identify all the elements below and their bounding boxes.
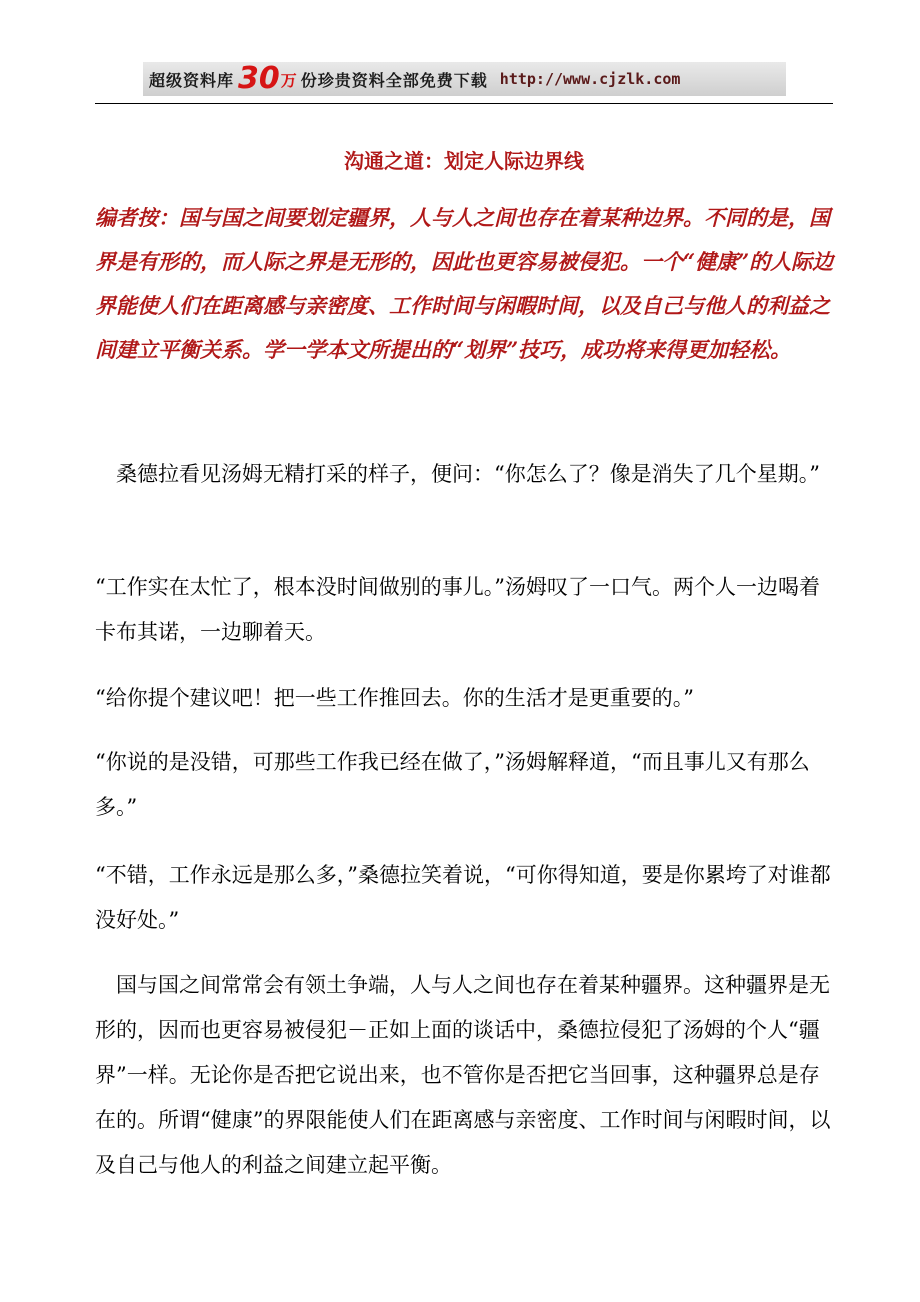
header-divider xyxy=(95,103,833,104)
paragraph-1: 桑德拉看见汤姆无精打采的样子，便问：“你怎么了？像是消失了几个星期。” xyxy=(116,462,820,486)
banner-text-download: 份珍贵资料全部免费下载 xyxy=(300,70,488,90)
paragraph-6: 国与国之间常常会有领土争端，人与人之间也存在着某种疆界。这种疆界是无形的，因而也更容易被侵犯－正如上面的谈话中，桑德拉侵犯了汤姆的个人“疆界”一样。无论你是否把它说出来，也不管你是否把它当回事，这种疆界总是存在的。所谓“健康”的界限能使人们在距离感与亲密度、工作时间与闲暇时间，以及自己与他人的利益之间建立起平衡。 xyxy=(95,973,831,1177)
article-title: 沟通之道：划定人际边界线 xyxy=(344,149,584,173)
banner-unit: 万 xyxy=(280,70,297,90)
banner-url-link[interactable]: http://www.cjzlk.com xyxy=(499,70,681,88)
paragraph-2: “工作实在太忙了，根本没时间做别的事儿。”汤姆叹了一口气。两个人一边喝着卡布其诺，一边聊着天。 xyxy=(95,575,820,644)
banner-text-library: 超级资料库 xyxy=(149,70,235,90)
editor-note: 编者按：国与国之间要划定疆界，人与人之间也存在着某种边界。不同的是，国界是有形的，而人际之界是无形的，因此也更容易被侵犯。一个“健康”的人际边界能使人们在距离感与亲密度、工作时间与闲暇时间，以及自己与他人的利益之间建立平衡关系。学一学本文所提出的“划界”技巧，成功将来得更加轻松。 xyxy=(95,205,834,362)
paragraph-5: “不错，工作永远是那么多，”桑德拉笑着说，“可你得知道，要是你累垮了对谁都没好处。” xyxy=(95,863,831,932)
paragraph-3: “给你提个建议吧！把一些工作推回去。你的生活才是更重要的。” xyxy=(95,686,694,710)
banner-number: 30 xyxy=(238,62,280,96)
site-banner[interactable] xyxy=(143,62,786,96)
paragraph-4: “你说的是没错，可那些工作我已经在做了，”汤姆解释道，“而且事儿又有那么多。” xyxy=(95,750,810,819)
